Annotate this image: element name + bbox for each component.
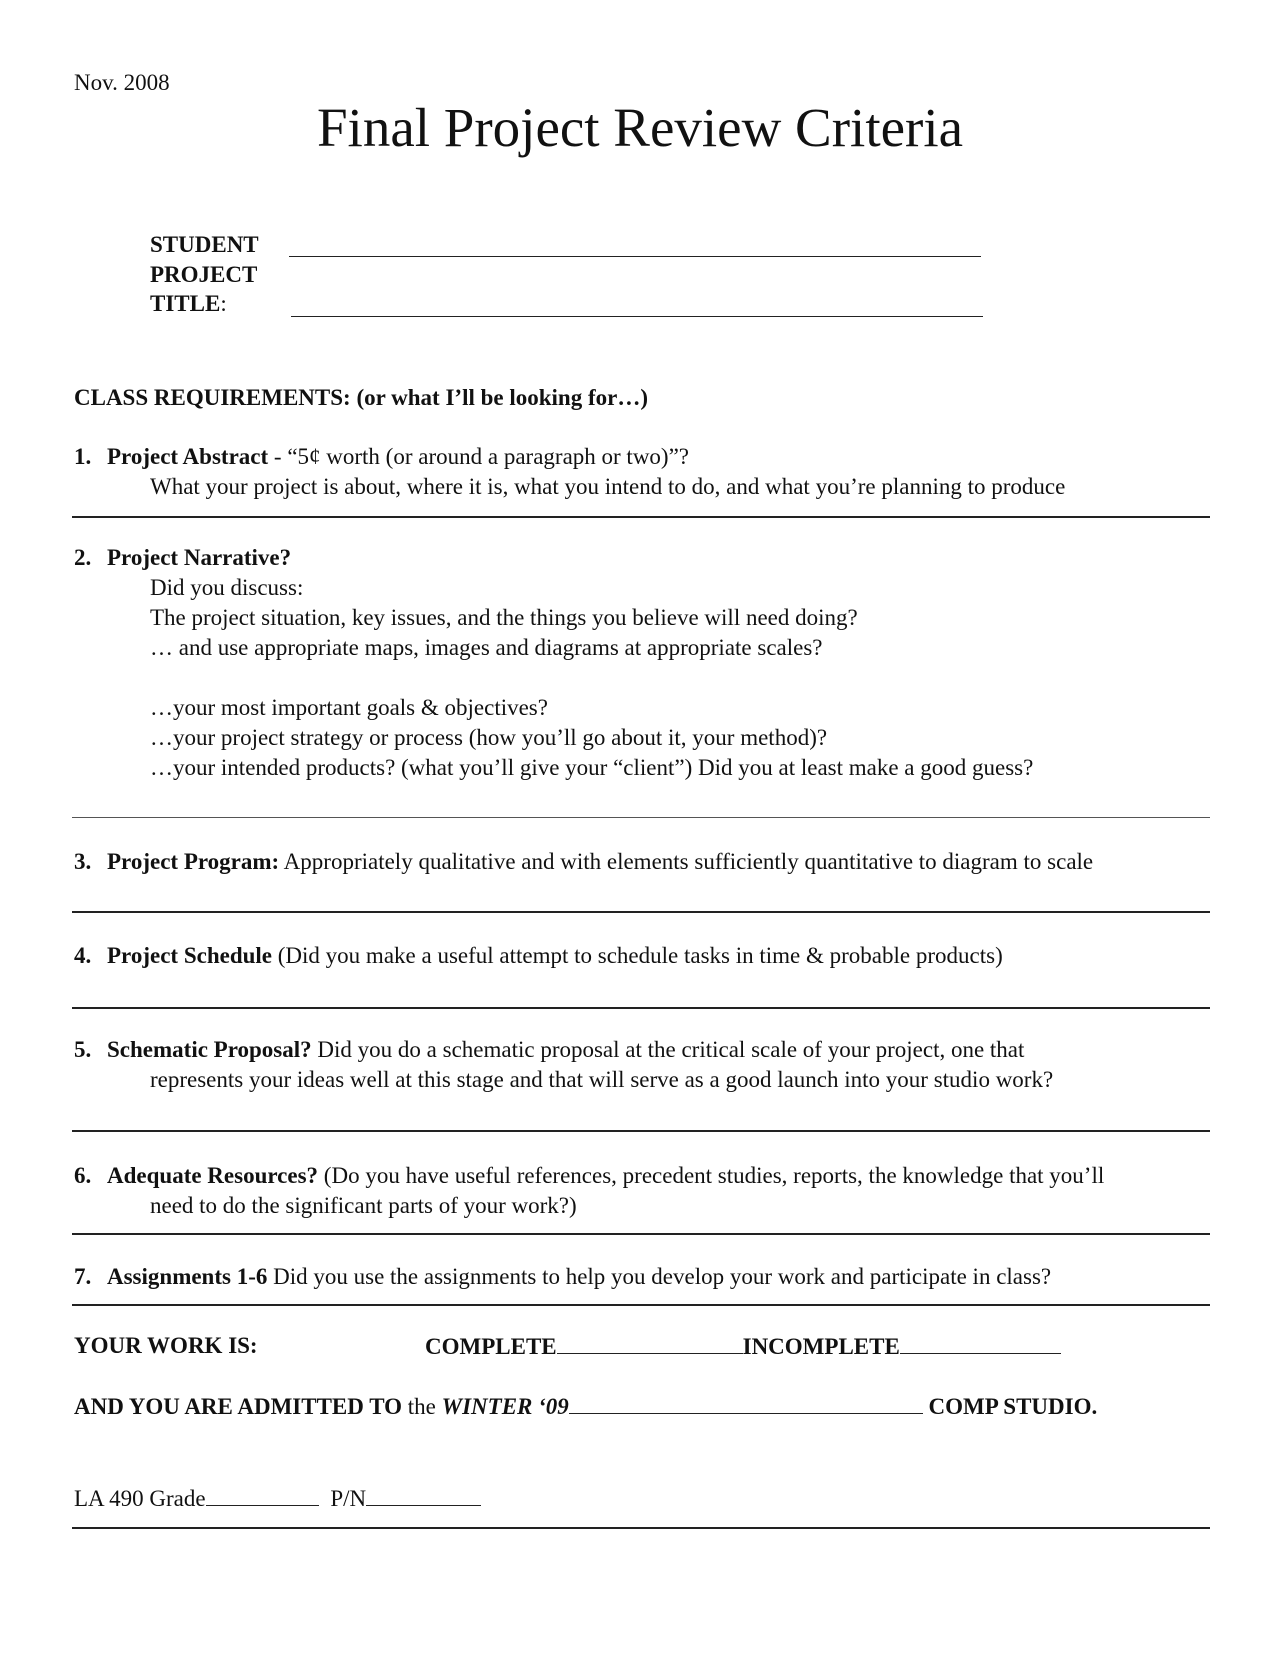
item-title: Project Narrative? xyxy=(107,545,292,570)
item-6-line-1: need to do the significant parts of your work?) xyxy=(150,1193,577,1218)
title-label: TITLE xyxy=(150,291,221,316)
divider xyxy=(72,1527,1210,1529)
studio-label: COMP STUDIO. xyxy=(928,1394,1098,1419)
item-number: 2. xyxy=(74,545,92,570)
completion-row xyxy=(425,1333,1061,1360)
item-number: 6. xyxy=(74,1163,92,1188)
criteria-item-5 xyxy=(74,1037,1024,1063)
divider xyxy=(72,911,1210,913)
your-work-label: YOUR WORK IS: xyxy=(74,1333,258,1358)
project-title-field[interactable] xyxy=(291,290,983,317)
item-2-line-6: …your intended products? (what you’ll give your “client”) Did you at least make a good guess? xyxy=(150,755,1034,780)
item-number: 4. xyxy=(74,943,92,968)
item-number: 3. xyxy=(74,849,92,874)
criteria-item-4 xyxy=(74,943,1003,969)
criteria-item-6 xyxy=(74,1163,1104,1189)
divider xyxy=(72,1007,1210,1009)
item-text: (Do you have useful references, precedent studies, reports, the knowledge that you’ll xyxy=(318,1163,1105,1188)
student-name-field[interactable] xyxy=(289,230,981,257)
title-label-row xyxy=(150,291,227,317)
pn-label: P/N xyxy=(330,1486,367,1511)
grade-blank[interactable] xyxy=(206,1485,319,1506)
item-title: Schematic Proposal? xyxy=(107,1037,312,1062)
studio-blank[interactable] xyxy=(569,1393,923,1414)
title-colon: : xyxy=(220,291,227,316)
item-text: - “5¢ worth (or around a paragraph or two)”? xyxy=(268,444,690,469)
criteria-item-2 xyxy=(74,545,291,571)
item-2-line-4: …your most important goals & objectives? xyxy=(150,695,548,720)
divider xyxy=(72,1130,1210,1132)
item-text: (Did you make a useful attempt to schedule tasks in time & probable products) xyxy=(272,943,1003,968)
criteria-item-7 xyxy=(74,1264,1051,1290)
incomplete-blank[interactable] xyxy=(900,1333,1061,1354)
item-title: Project Program: xyxy=(107,849,280,874)
divider xyxy=(72,516,1210,518)
complete-label: COMPLETE xyxy=(425,1334,557,1359)
page-title: Final Project Review Criteria xyxy=(316,97,964,158)
item-title: Project Schedule xyxy=(107,943,273,968)
item-number: 1. xyxy=(74,444,92,469)
item-5-line-1: represents your ideas well at this stage and that will serve as a good launch into your studio work? xyxy=(150,1067,1054,1092)
item-title: Adequate Resources? xyxy=(107,1163,319,1188)
item-2-line-5: …your project strategy or process (how you’ll go about it, your method)? xyxy=(150,725,828,750)
item-1-line-1: What your project is about, where it is, what you intend to do, and what you’re planning to produce xyxy=(150,474,1066,499)
pn-blank[interactable] xyxy=(366,1485,481,1506)
student-label: STUDENT xyxy=(150,232,259,257)
item-2-line-3: … and use appropriate maps, images and diagrams at appropriate scales? xyxy=(150,635,823,660)
item-2-line-1: Did you discuss: xyxy=(150,575,304,600)
item-text: Appropriately qualitative and with elements sufficiently quantitative to diagram to scale xyxy=(279,849,1094,874)
date-text: Nov. 2008 xyxy=(74,70,170,95)
item-text: Did you do a schematic proposal at the critical scale of your project, one that xyxy=(311,1037,1025,1062)
criteria-item-1 xyxy=(74,444,689,470)
admitted-the: the xyxy=(402,1394,442,1419)
grade-label: LA 490 Grade xyxy=(74,1486,206,1511)
criteria-item-3 xyxy=(74,849,1093,875)
divider xyxy=(72,1233,1210,1235)
incomplete-label: INCOMPLETE xyxy=(742,1334,900,1359)
grade-row xyxy=(74,1485,481,1512)
item-text: Did you use the assignments to help you develop your work and participate in class? xyxy=(267,1264,1052,1289)
admission-row xyxy=(74,1393,1097,1420)
divider xyxy=(72,1304,1210,1306)
item-2-line-2: The project situation, key issues, and the things you believe will need doing? xyxy=(150,605,858,630)
item-number: 5. xyxy=(74,1037,92,1062)
project-label: PROJECT xyxy=(150,262,258,287)
item-title: Assignments 1-6 xyxy=(107,1264,268,1289)
complete-blank[interactable] xyxy=(557,1333,743,1354)
admitted-label: AND YOU ARE ADMITTED TO xyxy=(74,1394,403,1419)
item-title: Project Abstract xyxy=(107,444,269,469)
item-number: 7. xyxy=(74,1264,92,1289)
term-text: WINTER ‘09 xyxy=(441,1394,569,1419)
divider xyxy=(72,817,1210,818)
requirements-heading: CLASS REQUIREMENTS: (or what I’ll be looking for…) xyxy=(74,385,648,410)
